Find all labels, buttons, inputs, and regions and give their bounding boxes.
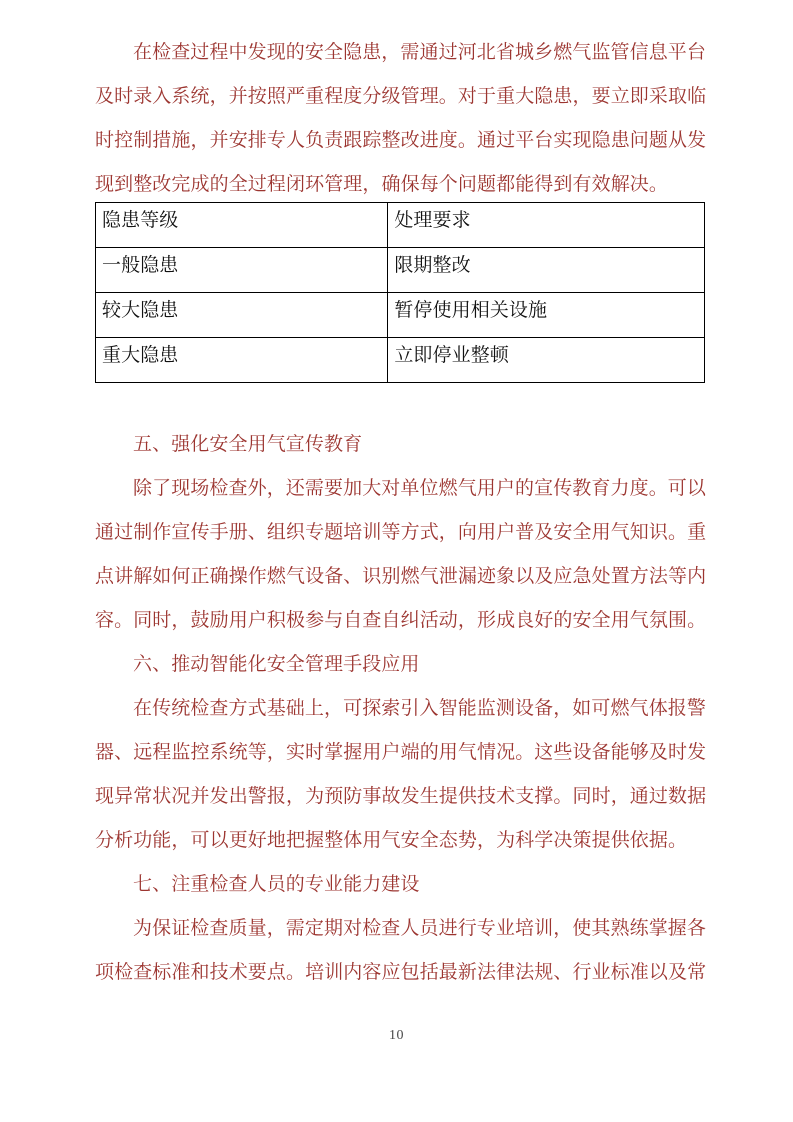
text-line: 分析功能，可以更好地把握整体用气安全态势，为科学决策提供依据。 — [95, 830, 688, 851]
table-cell-action: 立即停业整顿 — [388, 338, 705, 383]
paragraph-inspector-training — [95, 907, 705, 995]
text-line: 除了现场检查外，还需要加大对单位燃气用户的宣传教育力度。可以 — [133, 478, 707, 499]
table-header-row — [96, 203, 705, 248]
text-line: 容。同时，鼓励用户积极参与自查自纠活动，形成良好的安全用气氛围。 — [95, 610, 707, 631]
text-line: 项检查标准和技术要点。培训内容应包括最新法律法规、行业标准以及常 — [95, 962, 707, 983]
table-cell-level: 一般隐患 — [96, 248, 388, 293]
table-cell-level: 重大隐患 — [96, 338, 388, 383]
table-cell-action: 暂停使用相关设施 — [388, 293, 705, 338]
text-line: 现异常状况并发出警报，为预防事故发生提供技术支撑。同时，通过数据 — [95, 786, 707, 807]
paragraph-hazard-platform — [95, 31, 705, 207]
table-header-cell-action: 处理要求 — [388, 203, 705, 248]
section-heading-5: 五、强化安全用气宣传教育 — [133, 434, 363, 455]
hazard-level-table — [95, 202, 705, 383]
table-cell-action: 限期整改 — [388, 248, 705, 293]
table-row — [96, 248, 705, 293]
table-row — [96, 338, 705, 383]
text-line: 在传统检查方式基础上，可探索引入智能监测设备，如可燃气体报警 — [133, 698, 707, 719]
table-row — [96, 293, 705, 338]
paragraph-publicity-education — [95, 467, 705, 643]
table-cell-level: 较大隐患 — [96, 293, 388, 338]
document-body — [95, 31, 705, 995]
text-line: 为保证检查质量，需定期对检查人员进行专业培训，使其熟练掌握各 — [133, 918, 707, 939]
text-line: 及时录入系统，并按照严重程度分级管理。对于重大隐患，要立即采取临 — [95, 86, 707, 107]
text-line: 时控制措施，并安排专人负责跟踪整改进度。通过平台实现隐患问题从发 — [95, 130, 707, 151]
page-number: 10 — [389, 1028, 404, 1043]
text-line: 点讲解如何正确操作燃气设备、识别燃气泄漏迹象以及应急处置方法等内 — [95, 566, 707, 587]
text-line: 在检查过程中发现的安全隐患，需通过河北省城乡燃气监管信息平台 — [133, 42, 707, 63]
text-line: 通过制作宣传手册、组织专题培训等方式，向用户普及安全用气知识。重 — [95, 522, 707, 543]
text-line: 现到整改完成的全过程闭环管理，确保每个问题都能得到有效解决。 — [95, 174, 669, 195]
section-heading-7: 七、注重检查人员的专业能力建设 — [133, 874, 420, 895]
text-line: 器、远程监控系统等，实时掌握用户端的用气情况。这些设备能够及时发 — [95, 742, 707, 763]
table-header-cell-level: 隐患等级 — [96, 203, 388, 248]
section-heading-6: 六、推动智能化安全管理手段应用 — [133, 654, 420, 675]
paragraph-smart-management — [95, 687, 705, 863]
